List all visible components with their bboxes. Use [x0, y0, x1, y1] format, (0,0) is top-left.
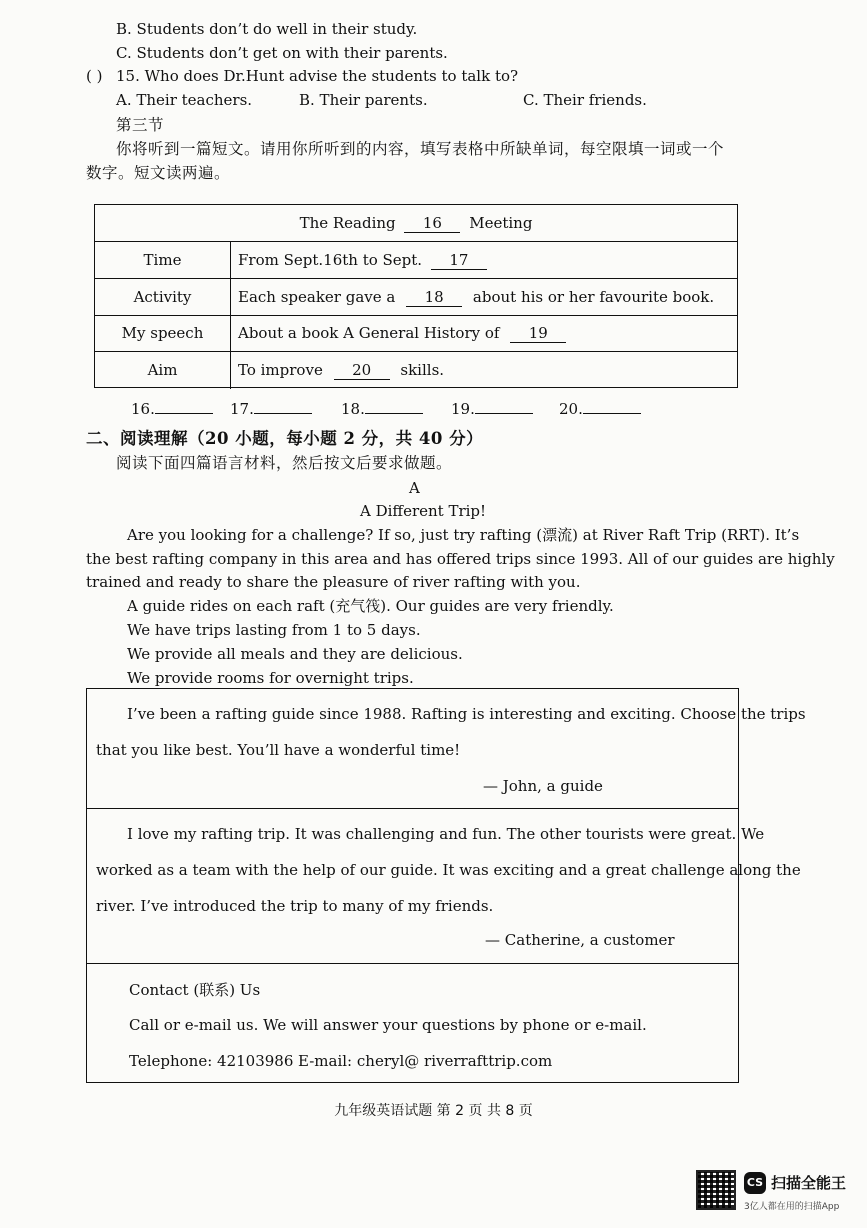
- table-row-label: Activity: [95, 279, 231, 315]
- q15-stem: 15. Who does Dr.Hunt advise the students to talk to?: [116, 67, 519, 85]
- q15-answer-bracket[interactable]: ( ): [86, 67, 103, 85]
- passage-p1-line2: the best rafting company in this area and has offered trips since 1993. All of our guides are highly: [86, 550, 835, 568]
- passage-title: A Different Trip!: [360, 502, 487, 520]
- table-row-label: Aim: [95, 352, 231, 389]
- part2-instruction: 阅读下面四篇语言材料，然后按文后要求做题。: [116, 454, 453, 472]
- q14-option-c: C. Students don’t get on with their parents.: [116, 44, 448, 62]
- blank-16[interactable]: 16: [404, 215, 460, 233]
- table-header-pre: The Reading: [299, 214, 396, 232]
- table-cell-text: about his or her favourite book.: [472, 288, 715, 306]
- passage-letter: A: [409, 479, 420, 497]
- blank-19[interactable]: 19: [510, 325, 566, 343]
- section3-title: 第三节: [116, 116, 165, 134]
- table-cell-text: From Sept.16th to Sept.: [238, 251, 423, 269]
- catherine-signature: — Catherine, a customer: [485, 931, 675, 949]
- answer-blank-17[interactable]: 17.: [230, 399, 312, 419]
- answer-blank-20[interactable]: 20.: [559, 399, 641, 419]
- table-row-aim: [95, 352, 737, 389]
- contact-line: Call or e-mail us. We will answer your questions by phone or e-mail.: [129, 1016, 647, 1034]
- table-cell-text: To improve: [238, 361, 323, 379]
- passage-line-trips: We have trips lasting from 1 to 5 days.: [127, 621, 421, 639]
- camscanner-name: 扫描全能王: [771, 1174, 847, 1192]
- table-cell-text: About a book A General History of: [238, 324, 500, 342]
- blank-20[interactable]: 20: [334, 362, 390, 380]
- page-footer: 九年级英语试题 第 2 页 共 8 页: [334, 1103, 533, 1119]
- answer-blank-19[interactable]: 19.: [451, 399, 533, 419]
- passage-p1-line3: trained and ready to share the pleasure of river rafting with you.: [86, 573, 581, 591]
- camscanner-logo: CS: [744, 1172, 766, 1194]
- q15-option-b: B. Their parents.: [299, 91, 428, 109]
- section3-instruction-line2: 数字。短文读两遍。: [86, 164, 231, 182]
- contact-title: Contact (联系) Us: [129, 981, 261, 999]
- listening-table: [94, 204, 738, 388]
- table-row-my-speech: [95, 315, 737, 352]
- qr-code-icon: [696, 1170, 736, 1210]
- john-line2: that you like best. You’ll have a wonderful time!: [96, 741, 461, 759]
- part2-title: 二、阅读理解（20 小题，每小题 2 分，共 40 分）: [86, 429, 484, 448]
- table-row-activity: [95, 279, 737, 316]
- answer-blank-16[interactable]: 16.: [131, 399, 213, 419]
- camscanner-tagline: 3亿人都在用的扫描App: [744, 1202, 840, 1212]
- john-line1: I’ve been a rafting guide since 1988. Rafting is interesting and exciting. Choose the trips: [127, 705, 806, 723]
- q15-option-c: C. Their friends.: [523, 91, 647, 109]
- section3-instruction-line1: 你将听到一篇短文。请用你所听到的内容，填写表格中所缺单词，每空限填一词或一个: [116, 140, 725, 158]
- passage-line-rooms: We provide rooms for overnight trips.: [127, 669, 414, 687]
- catherine-line3: river. I’ve introduced the trip to many of my friends.: [96, 897, 494, 915]
- blank-18[interactable]: 18: [406, 289, 462, 307]
- table-header: [95, 205, 737, 242]
- passage-line-meals: We provide all meals and they are delicious.: [127, 645, 463, 663]
- contact-phone: Telephone: 42103986: [129, 1052, 294, 1070]
- q14-option-b: B. Students don’t do well in their study.: [116, 20, 418, 38]
- catherine-line1: I love my rafting trip. It was challenging and fun. The other tourists were great. We: [127, 825, 765, 843]
- table-row-label: Time: [95, 242, 231, 278]
- john-signature: — John, a guide: [483, 777, 603, 795]
- table-cell-text: skills.: [400, 361, 445, 379]
- answer-blank-18[interactable]: 18.: [341, 399, 423, 419]
- table-row-label: My speech: [95, 315, 231, 351]
- blank-17[interactable]: 17: [431, 252, 487, 270]
- q15-option-a: A. Their teachers.: [116, 91, 253, 109]
- divider: [86, 808, 739, 809]
- catherine-line2: worked as a team with the help of our guide. It was exciting and a great challenge along the: [96, 861, 801, 879]
- table-header-post: Meeting: [469, 214, 533, 232]
- passage-p1-line1: Are you looking for a challenge? If so, just try rafting (漂流) at River Raft Trip (RRT). It’s: [127, 526, 800, 544]
- contact-email[interactable]: E-mail: cheryl@ riverrafttrip.com: [298, 1052, 553, 1070]
- passage-line-guide: A guide rides on each raft (充气筏). Our guides are very friendly.: [127, 597, 614, 615]
- table-row-time: [95, 242, 737, 279]
- divider: [86, 963, 739, 964]
- table-cell-text: Each speaker gave a: [238, 288, 396, 306]
